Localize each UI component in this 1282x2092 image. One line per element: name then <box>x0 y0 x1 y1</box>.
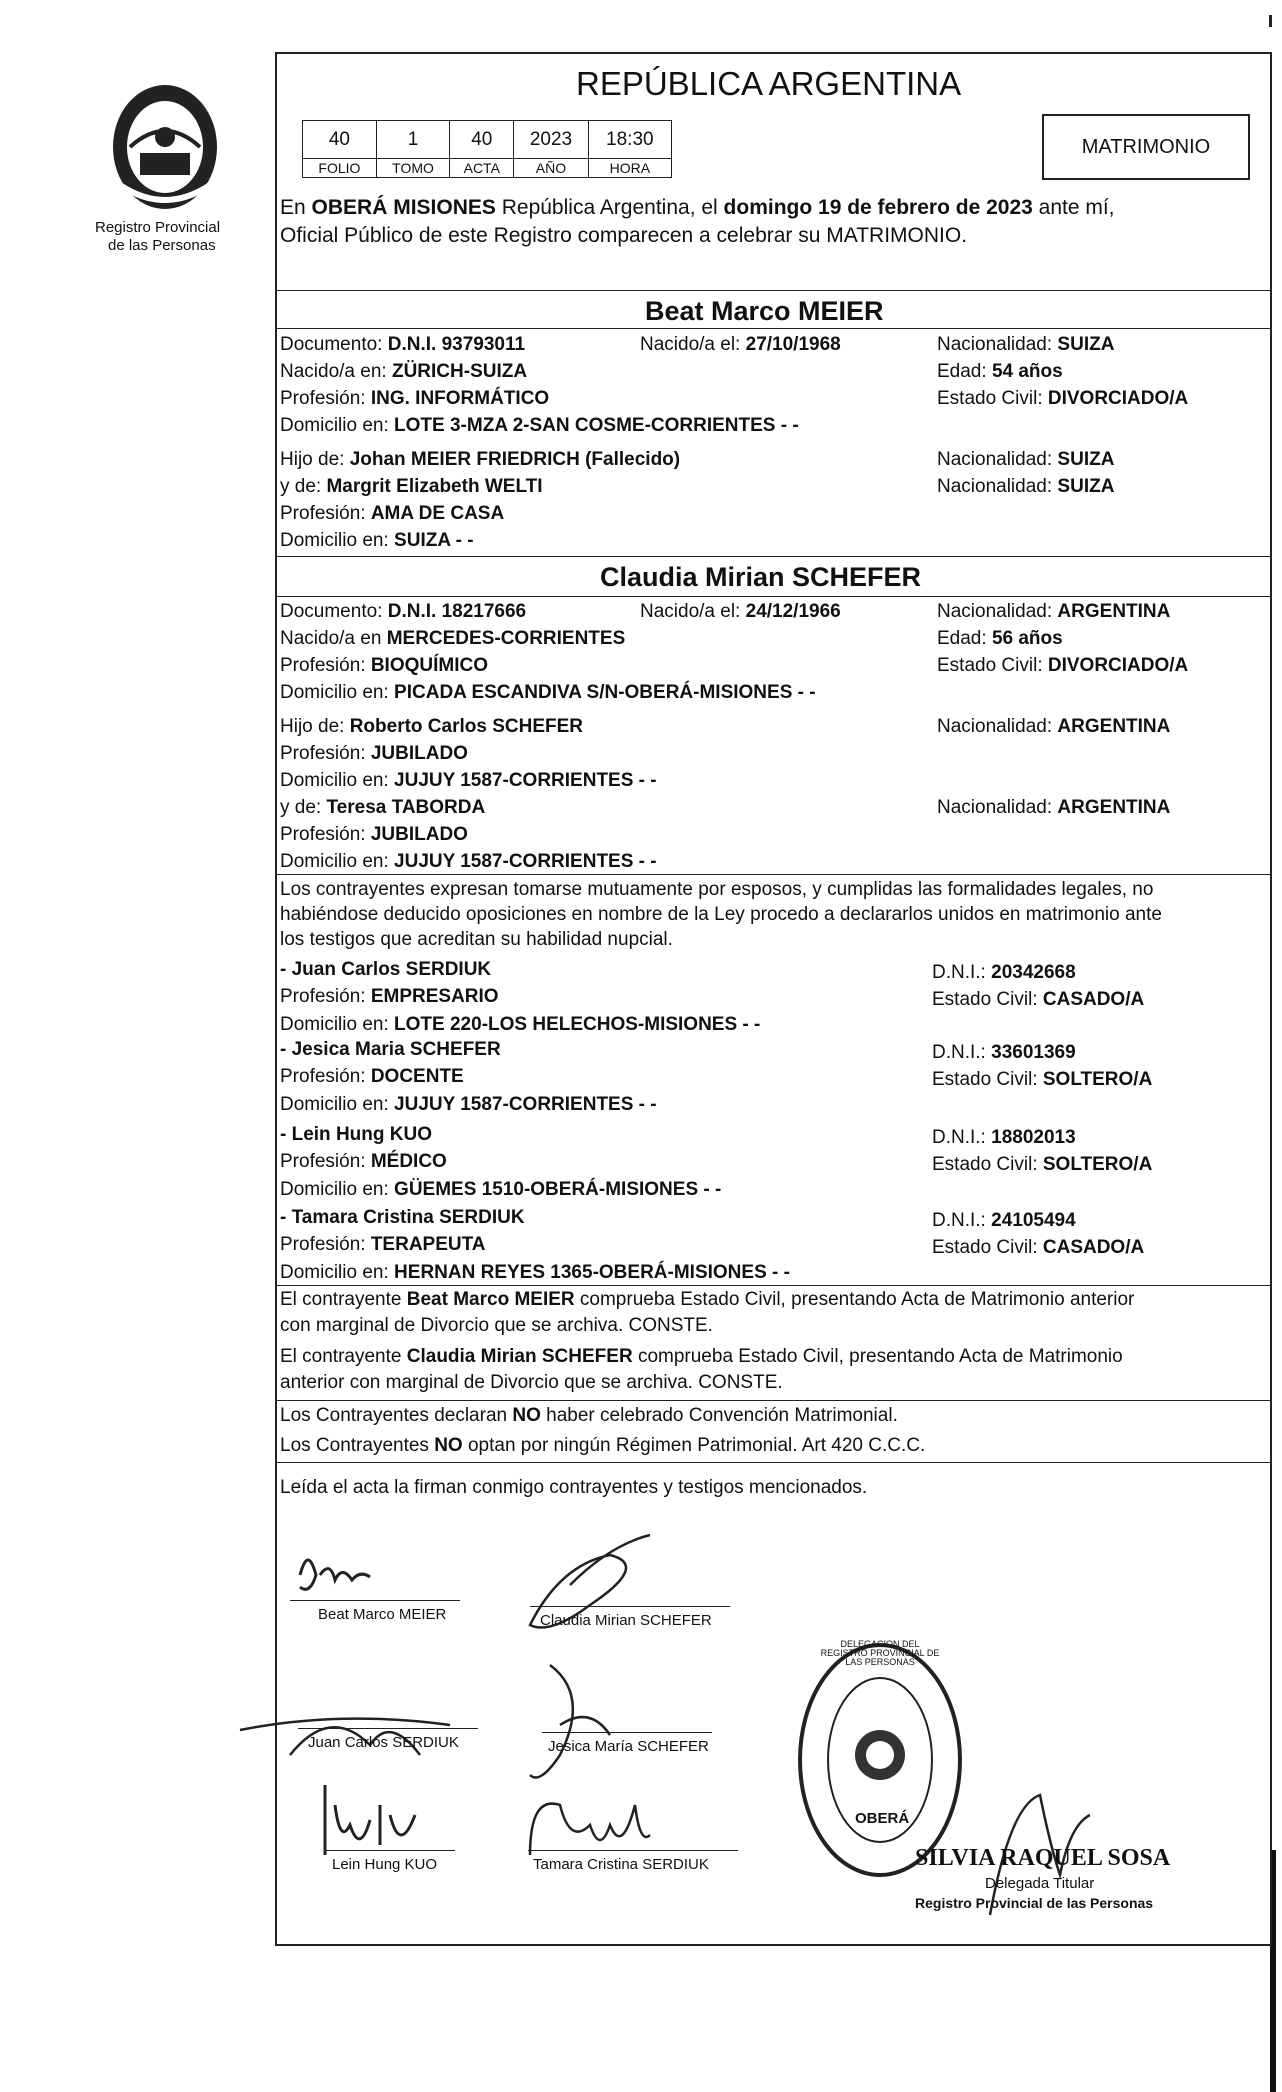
acta-value: 40 <box>450 121 514 159</box>
value: 24/12/1966 <box>745 601 841 622</box>
witness-1-civil <box>932 990 1144 1011</box>
divider <box>275 874 1270 875</box>
label: y de: <box>280 476 327 497</box>
spouse2-name: Claudia Mirian SCHEFER <box>600 562 922 592</box>
edge-mark <box>1269 15 1272 27</box>
value: LOTE 3-MZA 2-SAN COSME-CORRIENTES - - <box>394 415 799 436</box>
text: haber celebrado Convención Matrimonial. <box>540 1405 898 1426</box>
spouse1-age <box>937 362 1063 383</box>
signature-line <box>325 1850 455 1851</box>
name: Beat Marco MEIER <box>406 1289 575 1310</box>
witness-1-prof <box>280 987 499 1008</box>
intro-date: domingo 19 de febrero de 2023 <box>723 196 1033 219</box>
label: Profesión: <box>280 824 371 845</box>
value: Johan MEIER FRIEDRICH (Fallecido) <box>349 449 681 470</box>
spouse2-mother-prof <box>280 825 468 846</box>
label: Edad: <box>937 628 992 649</box>
value: DOCENTE <box>370 1066 464 1087</box>
spouse1-civil <box>937 389 1188 410</box>
label: Profesión: <box>280 986 371 1007</box>
label: Estado Civil: <box>937 655 1048 676</box>
witness-2-name: - Jesica Maria SCHEFER <box>280 1039 501 1060</box>
intro-p3: ante mí, <box>1032 196 1115 219</box>
label: Nacionalidad: <box>937 449 1058 470</box>
value: 20342668 <box>991 962 1076 983</box>
year-label: AÑO <box>514 159 588 178</box>
text: Los Contrayentes declaran <box>280 1405 513 1426</box>
label: Profesión: <box>280 1066 371 1087</box>
value: CASADO/A <box>1042 989 1145 1010</box>
label: Nacido/a el: <box>640 334 746 355</box>
value: JUJUY 1587-CORRIENTES - - <box>394 1094 657 1115</box>
value: PICADA ESCANDIVA S/N-OBERÁ-MISIONES - - <box>394 682 816 703</box>
divider <box>275 290 1270 291</box>
regime-line-1 <box>280 1406 898 1427</box>
label: Domicilio en: <box>280 1262 395 1283</box>
stamp-bottom-text: OBERÁ <box>855 1810 910 1827</box>
intro-p1: En <box>280 196 312 219</box>
year-value: 2023 <box>514 121 588 159</box>
declaration-line-2: habiéndose deducido oposiciones en nombre de la Ley procedo a declararlos unidos en matrimonio ante <box>280 904 1162 925</box>
witness-2-dni <box>932 1043 1076 1064</box>
label: Nacionalidad: <box>937 716 1058 737</box>
divider <box>275 556 1270 557</box>
label: Nacido/a en <box>280 628 387 649</box>
spouse2-father-prof <box>280 744 468 765</box>
value: D.N.I. 18217666 <box>387 601 527 622</box>
label: y de: <box>280 797 327 818</box>
value: DIVORCIADO/A <box>1047 655 1189 676</box>
regime-line-2 <box>280 1436 925 1457</box>
spouse1-doc <box>280 335 525 356</box>
intro-line-2: Oficial Público de este Registro comparecen a celebrar su MATRIMONIO. <box>280 224 968 247</box>
spouse2-age <box>937 629 1063 650</box>
label: Domicilio en: <box>280 851 395 872</box>
emphasis: NO <box>434 1435 463 1456</box>
value: SOLTERO/A <box>1042 1069 1153 1090</box>
divider <box>275 1400 1270 1401</box>
label: Nacido/a el: <box>640 601 746 622</box>
record-labels-row <box>303 159 672 178</box>
witness-4-name: - Tamara Cristina SERDIUK <box>280 1207 525 1228</box>
witness-3-civil <box>932 1155 1152 1176</box>
value: SUIZA <box>1057 334 1115 355</box>
stamp-ring-text: DELEGACION DEL REGISTRO PROVINCIAL DE LAS PERSONAS <box>820 1639 940 1667</box>
tomo-label: TOMO <box>376 159 449 178</box>
spouse1-place <box>280 362 527 383</box>
value: 54 años <box>991 361 1063 382</box>
value: ARGENTINA <box>1057 797 1171 818</box>
label: Domicilio en: <box>280 1014 395 1035</box>
label: Estado Civil: <box>932 1154 1043 1175</box>
closing-text: Leída el acta la firman conmigo contrayentes y testigos mencionados. <box>280 1477 868 1498</box>
spouse2-doc <box>280 602 526 623</box>
witness-4-prof <box>280 1235 486 1256</box>
label: Documento: <box>280 334 388 355</box>
value: D.N.I. 93793011 <box>387 334 526 355</box>
label: Profesión: <box>280 655 371 676</box>
divider <box>275 328 1270 329</box>
provincial-logo <box>100 75 230 215</box>
signature-line <box>530 1606 730 1607</box>
spouse1-father-nat <box>937 450 1114 471</box>
value: AMA DE CASA <box>370 503 505 524</box>
signature-label-6: Tamara Cristina SERDIUK <box>533 1856 709 1873</box>
spouse1-parents-dom <box>280 531 474 552</box>
record-table <box>302 120 672 178</box>
spouse2-father-nat <box>937 717 1170 738</box>
spouse2-mother <box>280 798 485 819</box>
spouse2-civil <box>937 656 1188 677</box>
spouse2-prof <box>280 656 488 677</box>
value: GÜEMES 1510-OBERÁ-MISIONES - - <box>394 1179 722 1200</box>
label: Estado Civil: <box>932 989 1043 1010</box>
note-2-line-2: anterior con marginal de Divorcio que se archiva. CONSTE. <box>280 1372 783 1393</box>
label: Profesión: <box>280 1151 371 1172</box>
spouse2-mother-dom <box>280 852 657 873</box>
label: Profesión: <box>280 1234 371 1255</box>
note-1-line-1 <box>280 1290 1134 1311</box>
value: JUBILADO <box>370 824 468 845</box>
logo-caption-1: Registro Provincial <box>95 219 221 236</box>
text: Los Contrayentes <box>280 1435 435 1456</box>
value: HERNAN REYES 1365-OBERÁ-MISIONES - - <box>394 1262 790 1283</box>
value: 56 años <box>991 628 1063 649</box>
signature-label-1: Beat Marco MEIER <box>318 1606 447 1623</box>
value: LOTE 220-LOS HELECHOS-MISIONES - - <box>394 1014 761 1035</box>
hour-value: 18:30 <box>588 121 671 159</box>
label: Estado Civil: <box>932 1237 1043 1258</box>
witness-3-prof <box>280 1152 447 1173</box>
witness-2-civil <box>932 1070 1152 1091</box>
value: TERAPEUTA <box>370 1234 486 1255</box>
signature-label-2: Claudia Mirian SCHEFER <box>540 1612 712 1629</box>
spouse2-father <box>280 717 583 738</box>
divider <box>275 1462 1270 1463</box>
folio-label: FOLIO <box>303 159 377 178</box>
value: JUBILADO <box>370 743 468 764</box>
intro-line-1 <box>280 196 1115 219</box>
country-title: REPÚBLICA ARGENTINA <box>576 65 962 102</box>
declaration-line-3: los testigos que acreditan su habilidad nupcial. <box>280 929 673 950</box>
record-box <box>302 120 672 178</box>
official-title: Delegada Titular <box>985 1875 1095 1892</box>
label: D.N.I.: <box>932 1127 992 1148</box>
value: BIOQUÍMICO <box>370 655 488 676</box>
spouse2-dom <box>280 683 816 704</box>
hour-label: HORA <box>588 159 671 178</box>
name: Claudia Mirian SCHEFER <box>406 1346 633 1367</box>
label: Domicilio en: <box>280 1094 395 1115</box>
spouse1-mother-nat <box>937 477 1114 498</box>
text: comprueba Estado Civil, presentando Acta de Matrimonio anterior <box>574 1289 1135 1310</box>
label: D.N.I.: <box>932 962 992 983</box>
label: Hijo de: <box>280 716 350 737</box>
spouse2-mother-nat <box>937 798 1170 819</box>
value: 27/10/1968 <box>745 334 841 355</box>
spouse1-mother-prof <box>280 504 504 525</box>
text: comprueba Estado Civil, presentando Acta de Matrimonio <box>632 1346 1123 1367</box>
label: Documento: <box>280 601 388 622</box>
spouse2-place <box>280 629 625 650</box>
intro-place: OBERÁ MISIONES <box>311 196 496 219</box>
value: ARGENTINA <box>1057 716 1171 737</box>
witness-1-dni <box>932 963 1076 984</box>
value: 18802013 <box>991 1127 1076 1148</box>
value: SUIZA <box>1057 476 1115 497</box>
spouse1-name: Beat Marco MEIER <box>645 296 884 326</box>
witness-3-dom <box>280 1180 721 1201</box>
label: Domicilio en: <box>280 530 395 551</box>
label: Profesión: <box>280 388 371 409</box>
text: El contrayente <box>280 1346 407 1367</box>
value: Margrit Elizabeth WELTI <box>326 476 543 497</box>
note-2-line-1 <box>280 1347 1123 1368</box>
note-1-line-2: con marginal de Divorcio que se archiva. CONSTE. <box>280 1315 713 1336</box>
value: CASADO/A <box>1042 1237 1145 1258</box>
value: 33601369 <box>991 1042 1076 1063</box>
witness-1-dom <box>280 1015 760 1036</box>
witness-4-civil <box>932 1238 1144 1259</box>
folio-value: 40 <box>303 121 377 159</box>
label: Nacionalidad: <box>937 601 1058 622</box>
value: EMPRESARIO <box>370 986 499 1007</box>
stamp-seal-icon <box>795 1640 965 1880</box>
label: Profesión: <box>280 503 371 524</box>
label: Domicilio en: <box>280 770 395 791</box>
value: JUJUY 1587-CORRIENTES - - <box>394 851 657 872</box>
logo-caption-2: de las Personas <box>108 237 216 254</box>
label: D.N.I.: <box>932 1042 992 1063</box>
label: Nacido/a en: <box>280 361 392 382</box>
label: Edad: <box>937 361 992 382</box>
value: SOLTERO/A <box>1042 1154 1153 1175</box>
spouse2-nat <box>937 602 1170 623</box>
acta-label: ACTA <box>450 159 514 178</box>
signature-line <box>528 1850 738 1851</box>
label: Domicilio en: <box>280 682 395 703</box>
witness-1-name: - Juan Carlos SERDIUK <box>280 959 492 980</box>
coat-of-arms-icon <box>100 75 230 215</box>
witness-3-name: - Lein Hung KUO <box>280 1124 432 1145</box>
label: Domicilio en: <box>280 1179 395 1200</box>
witness-4-dni <box>932 1211 1076 1232</box>
value: MERCEDES-CORRIENTES <box>386 628 626 649</box>
label: D.N.I.: <box>932 1210 992 1231</box>
value: Teresa TABORDA <box>326 797 486 818</box>
label: Estado Civil: <box>937 388 1048 409</box>
spouse1-mother <box>280 477 543 498</box>
text: optan por ningún Régimen Patrimonial. Art 420 C.C.C. <box>462 1435 926 1456</box>
value: SUIZA - - <box>394 530 474 551</box>
label: Profesión: <box>280 743 371 764</box>
label: Nacionalidad: <box>937 797 1058 818</box>
act-type-badge: MATRIMONIO <box>1042 114 1250 180</box>
record-values-row <box>303 121 672 159</box>
official-name: SILVIA RAQUEL SOSA <box>915 1845 1171 1871</box>
text: El contrayente <box>280 1289 407 1310</box>
value: 24105494 <box>991 1210 1076 1231</box>
witness-2-dom <box>280 1095 657 1116</box>
label: Domicilio en: <box>280 415 395 436</box>
signature-line <box>542 1732 712 1733</box>
spouse1-born <box>640 335 841 356</box>
witness-3-dni <box>932 1128 1076 1149</box>
spouse1-father <box>280 450 680 471</box>
value: Roberto Carlos SCHEFER <box>349 716 584 737</box>
spouse2-father-dom <box>280 771 657 792</box>
value: DIVORCIADO/A <box>1047 388 1189 409</box>
value: ARGENTINA <box>1057 601 1171 622</box>
value: JUJUY 1587-CORRIENTES - - <box>394 770 657 791</box>
witness-2-prof <box>280 1067 464 1088</box>
value: ING. INFORMÁTICO <box>370 388 550 409</box>
spouse1-nat <box>937 335 1114 356</box>
intro-p2: República Argentina, el <box>495 196 724 219</box>
tomo-value: 1 <box>376 121 449 159</box>
spouse2-born <box>640 602 841 623</box>
witness-4-dom <box>280 1263 790 1284</box>
spouse1-dom <box>280 416 799 437</box>
signature-line <box>298 1728 478 1729</box>
value: ZÜRICH-SUIZA <box>391 361 528 382</box>
label: Estado Civil: <box>932 1069 1043 1090</box>
emphasis: NO <box>512 1405 541 1426</box>
signature-label-4: Jesica María SCHEFER <box>548 1738 709 1755</box>
official-stamp <box>795 1640 965 1880</box>
value: SUIZA <box>1057 449 1115 470</box>
declaration-line-1: Los contrayentes expresan tomarse mutuamente por esposos, y cumplidas las formalidades legales, no <box>280 879 1154 900</box>
value: MÉDICO <box>370 1151 447 1172</box>
signature-label-5: Lein Hung KUO <box>332 1856 438 1873</box>
label: Hijo de: <box>280 449 350 470</box>
label: Nacionalidad: <box>937 476 1058 497</box>
divider <box>275 1285 1270 1286</box>
label: Nacionalidad: <box>937 334 1058 355</box>
signature-line <box>290 1600 460 1601</box>
signature-label-3: Juan Carlos SERDIUK <box>308 1734 459 1751</box>
divider <box>275 596 1270 597</box>
official-org: Registro Provincial de las Personas <box>915 1895 1154 1911</box>
spouse1-prof <box>280 389 549 410</box>
